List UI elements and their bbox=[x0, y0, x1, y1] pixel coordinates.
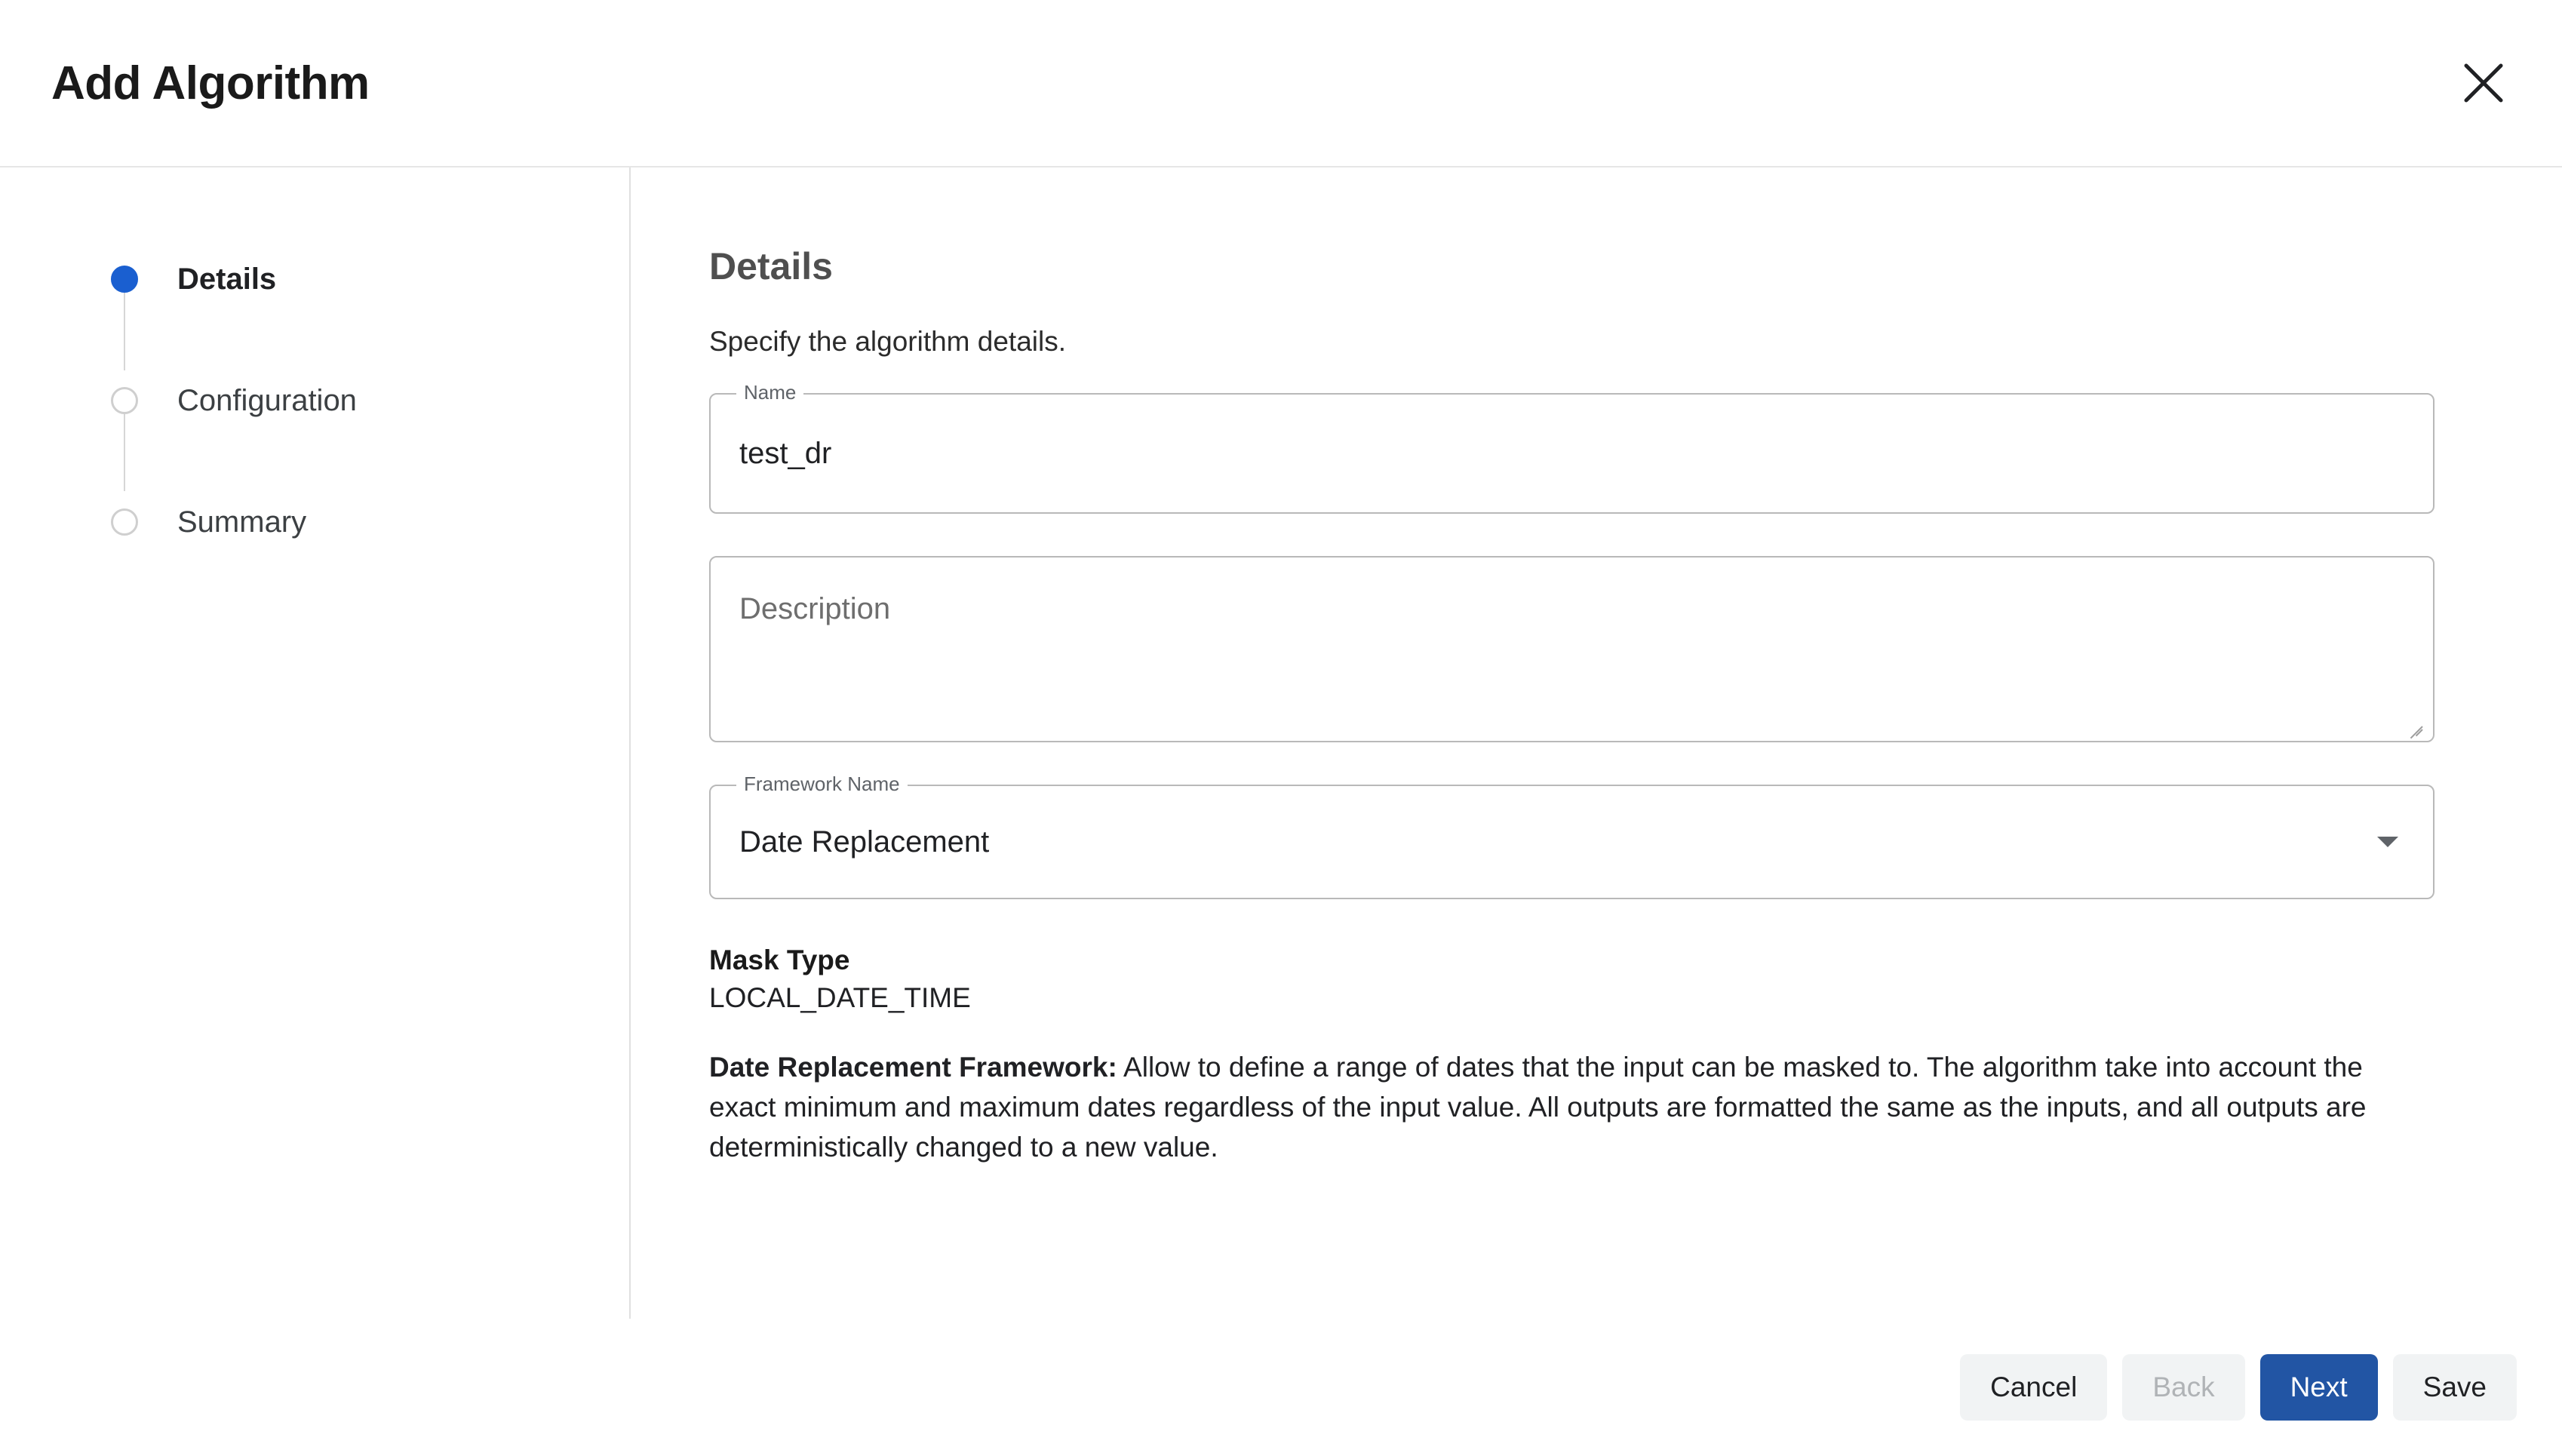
description-placeholder: Description bbox=[739, 592, 891, 625]
step-marker-icon bbox=[111, 266, 138, 293]
page-title: Add Algorithm bbox=[51, 57, 370, 109]
name-field-legend: Name bbox=[736, 381, 803, 404]
close-glyph bbox=[2462, 61, 2505, 105]
framework-name-value: Date Replacement bbox=[739, 825, 990, 859]
step-marker-icon bbox=[111, 508, 138, 536]
name-field-wrapper bbox=[709, 381, 2435, 514]
close-icon[interactable] bbox=[2447, 47, 2520, 119]
step-label-summary: Summary bbox=[177, 505, 307, 539]
step-marker-icon bbox=[111, 387, 138, 414]
details-panel bbox=[631, 167, 2562, 1319]
description-textarea[interactable] bbox=[709, 556, 2435, 742]
sidebar-item-summary[interactable] bbox=[0, 493, 629, 551]
section-heading: Details bbox=[709, 245, 833, 287]
next-button[interactable]: Next bbox=[2260, 1354, 2378, 1421]
framework-name-field-wrapper bbox=[709, 773, 2435, 899]
back-button: Back bbox=[2122, 1354, 2244, 1421]
cancel-button[interactable]: Cancel bbox=[1960, 1354, 2107, 1421]
mask-type-label: Mask Type bbox=[709, 945, 850, 975]
description-field-wrapper bbox=[709, 556, 2435, 742]
sidebar-item-details[interactable] bbox=[0, 250, 629, 308]
wizard-stepper bbox=[0, 167, 631, 1319]
resize-handle-icon[interactable] bbox=[2406, 714, 2422, 730]
save-button[interactable]: Save bbox=[2393, 1354, 2517, 1421]
mask-type-value: LOCAL_DATE_TIME bbox=[709, 982, 971, 1013]
dialog-header bbox=[0, 0, 2562, 167]
framework-description bbox=[709, 1047, 2437, 1167]
name-input[interactable] bbox=[709, 381, 2435, 514]
section-subheading: Specify the algorithm details. bbox=[709, 326, 1067, 357]
dialog-footer bbox=[0, 1319, 2562, 1456]
framework-name-select[interactable] bbox=[709, 773, 2435, 899]
framework-description-title: Date Replacement Framework: bbox=[709, 1052, 1117, 1083]
sidebar-item-configuration[interactable] bbox=[0, 372, 629, 429]
framework-name-legend: Framework Name bbox=[736, 773, 908, 795]
step-label-configuration: Configuration bbox=[177, 383, 357, 417]
dialog-body bbox=[0, 167, 2562, 1319]
framework-description-text: Allow to define a range of dates that the input can be masked to. The algorithm take into account the exact minimum and maximum dates regardless of the input value. All outputs are formatted the same as the inputs, and all outputs are deterministically changed to a new value. bbox=[709, 1052, 2367, 1163]
chevron-down-icon[interactable] bbox=[2377, 837, 2398, 847]
step-label-details: Details bbox=[177, 262, 277, 296]
name-input-value: test_dr bbox=[739, 436, 832, 470]
